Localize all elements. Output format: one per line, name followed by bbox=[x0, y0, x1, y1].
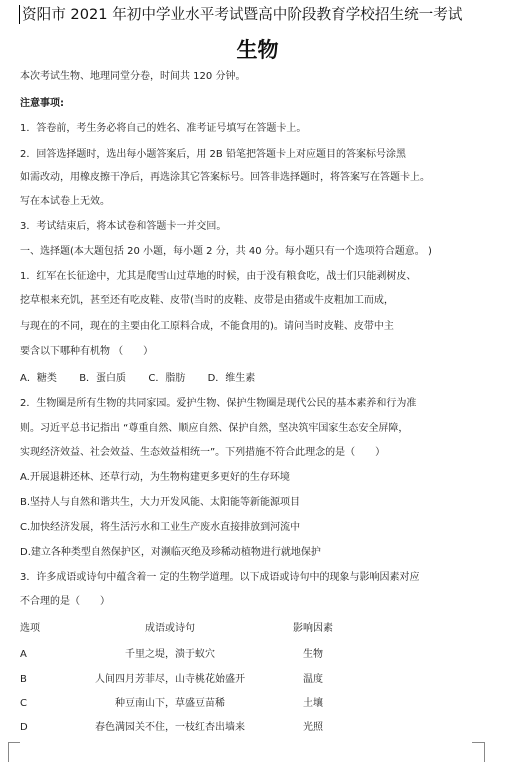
notice-item: 1．答卷前，考生务必将自己的姓名、准考证号填写在答题卡上。 bbox=[20, 123, 307, 134]
table-cell: D bbox=[20, 722, 28, 733]
question-3-line: 3．许多成语或诗句中蕴含着一 定的生物学道理。以下成语或诗句中的现象与影响因素对应 bbox=[20, 572, 420, 583]
question-1-line: 与现在的不同，现在的主要由化工原料合成，不能食用的)。请问当时皮鞋、皮带中主 bbox=[20, 321, 394, 332]
table-header: 选项 bbox=[20, 623, 40, 634]
page-corner-mark-left bbox=[8, 742, 20, 743]
option-d: D．维生素 bbox=[207, 373, 256, 384]
table-header: 影响因素 bbox=[293, 623, 333, 634]
page-corner-mark-right bbox=[472, 742, 484, 743]
notice-item: 如需改动，用橡皮擦干净后，再选涂其它答案标号。回答非选择题时，将答案写在答题卡上。 bbox=[20, 172, 430, 183]
table-cell: 生物 bbox=[303, 649, 323, 660]
notice-heading: 注意事项: bbox=[20, 98, 64, 109]
question-1-line: 1．红军在长征途中，尤其是爬雪山过草地的时候，由于没有粮食吃，战士们只能剥树皮、 bbox=[20, 271, 417, 282]
question-2-line: 实现经济效益、社会效益、生态效益相统一”。下列措施不符合此理念的是（ ） bbox=[20, 447, 386, 458]
table-cell: A bbox=[20, 649, 27, 660]
table-header: 成语或诗句 bbox=[145, 623, 195, 634]
question-2-line: 2．生物圈是所有生物的共同家园。爱护生物、保护生物圈是现代公民的基本素养和行为准 bbox=[20, 398, 417, 409]
section-heading: 一、选择题(本大题包括 20 小题，每小题 2 分，共 40 分。每小题只有一个选项符合题意。 ) bbox=[20, 246, 432, 257]
table-cell: 温度 bbox=[303, 674, 323, 685]
question-1-line: 要含以下哪种有机物 （ ） bbox=[20, 346, 154, 357]
subject-heading: 生物 bbox=[236, 38, 279, 62]
question-1-line: 挖草根来充饥，甚至还有吃皮鞋、皮带(当时的皮鞋、皮带是由猪或牛皮粗加工而成， bbox=[20, 295, 394, 306]
question-2-option: A.开展退耕还林、还草行动，为生物构建更多更好的生存环境 bbox=[20, 472, 290, 483]
option-b: B．蛋白质 bbox=[79, 373, 127, 384]
exam-title: 资阳市 2021 年初中学业水平考试暨高中阶段教育学校招生统一考试 bbox=[22, 6, 463, 23]
table-cell: 土壤 bbox=[303, 698, 323, 709]
table-cell: 春色满园关不住，一枝红杏出墙来 bbox=[95, 722, 245, 733]
question-3-line: 不合理的是（ ） bbox=[20, 596, 110, 607]
question-2-line: 则。习近平总书记指出 “尊重自然、顺应自然、保护自然，坚决筑牢国家生态安全屏障， bbox=[20, 423, 409, 434]
page-corner-mark-left bbox=[8, 742, 9, 762]
question-2-option: C.加快经济发展，将生活污水和工业生产废水直接排放到河流中 bbox=[20, 522, 301, 533]
intro-text: 本次考试生物、地理同堂分卷，时间共 120 分钟。 bbox=[20, 71, 246, 82]
table-cell: 人间四月芳菲尽，山寺桃花始盛开 bbox=[95, 674, 245, 685]
table-cell: 种豆南山下，草盛豆苗稀 bbox=[115, 698, 225, 709]
notice-item: 写在本试卷上无效。 bbox=[20, 196, 110, 207]
option-a: A．糖类 bbox=[20, 373, 57, 384]
question-2-option: D.建立各种类型自然保护区，对濒临灭绝及珍稀动植物进行就地保护 bbox=[20, 547, 321, 558]
table-cell: B bbox=[20, 674, 27, 685]
notice-item: 2．回答选择题时，选出每小题答案后，用 2B 铅笔把答题卡上对应题目的答案标号涂黑 bbox=[20, 149, 406, 160]
table-cell: C bbox=[20, 698, 27, 709]
notice-item: 3．考试结束后，将本试卷和答题卡一并交回。 bbox=[20, 221, 227, 232]
text-cursor bbox=[19, 5, 20, 24]
question-2-option: B.坚持人与自然和谐共生，大力开发风能、太阳能等新能源项目 bbox=[20, 497, 301, 508]
page-corner-mark-right bbox=[484, 742, 485, 762]
option-c: C．脂肪 bbox=[148, 373, 186, 384]
table-cell: 光照 bbox=[303, 722, 323, 733]
question-1-options bbox=[20, 372, 500, 386]
table-cell: 千里之堤，溃于蚁穴 bbox=[125, 649, 215, 660]
